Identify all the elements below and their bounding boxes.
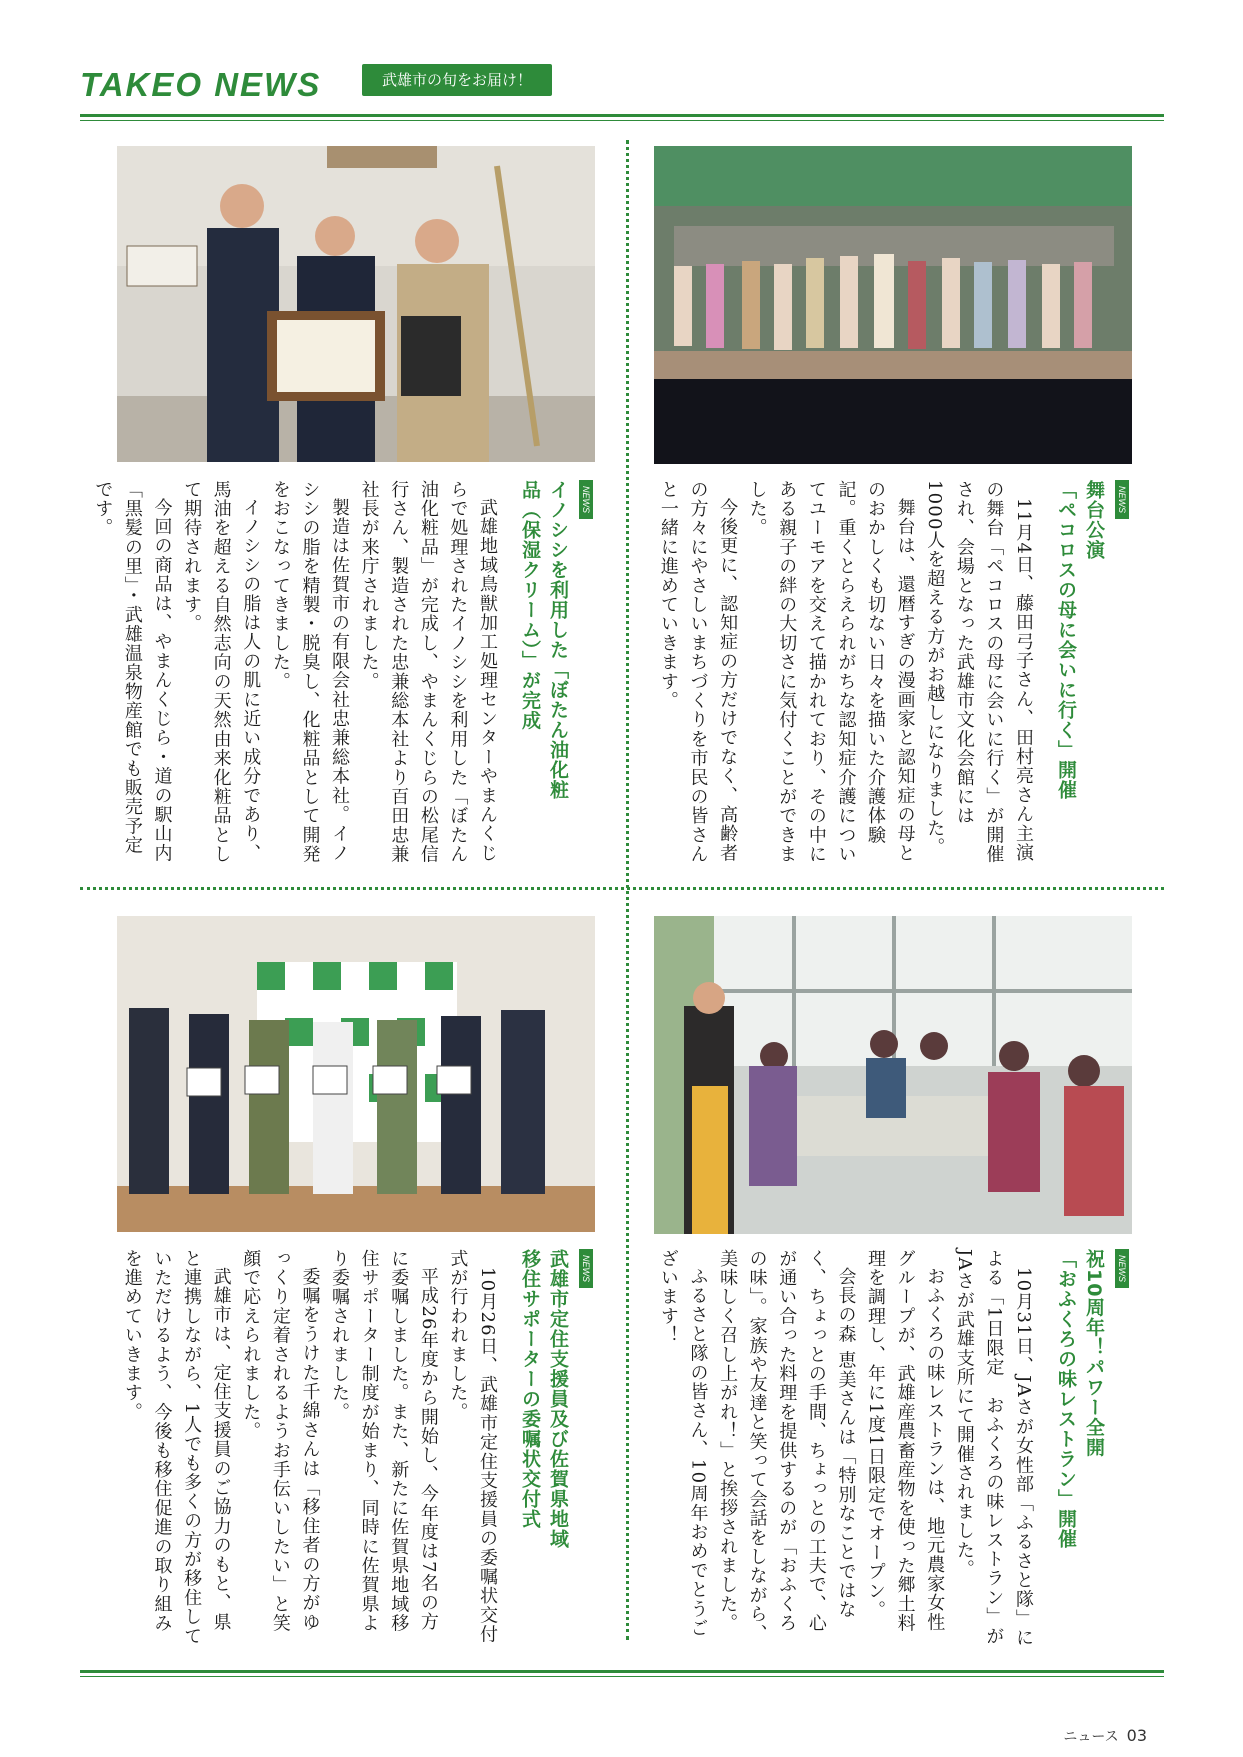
- footer-page: 03: [1126, 1726, 1147, 1745]
- title-line: 移住サポーターの委嘱状交付式: [519, 1249, 541, 1529]
- title-line: 「おふくろの味レストラン」開催: [1055, 1249, 1077, 1549]
- title-line: イノシシを利用した「ぼたん油化粧: [547, 480, 569, 800]
- photo-certificate-ceremony: [117, 916, 595, 1232]
- article-paragraph: 平成26年度から開始し、今年度は7名の方に委嘱しました。また、新たに佐賀県地域移住サポーター制度が始まり、同時に佐賀県より委嘱されました。: [329, 1249, 439, 1633]
- column-divider: [626, 140, 629, 1640]
- title-line: 品（保湿クリーム）」が完成: [519, 480, 541, 731]
- news-tag: NEWS: [1115, 480, 1129, 519]
- article-paragraph: 今後更に、認知症の方だけでなく、高齢者の方々にやさしいまちづくりを市民の皆さんと一緒に進めていきます。: [657, 480, 739, 864]
- footer-rule-thin: [80, 1676, 1164, 1677]
- article-ofukuro-restaurant: [648, 1249, 1136, 1649]
- magazine-logo: TAKEO NEWS: [80, 66, 322, 103]
- article-pecoros: [648, 480, 1136, 866]
- article-botan-oil: [92, 480, 600, 866]
- article-paragraph: ふるさと隊の皆さん、10周年おめでとうございます！: [657, 1249, 709, 1638]
- article-paragraph: 製造は佐賀市の有限会社忠兼総本社。イノシシの脂を精製・脱臭し、化粧品として開発をおこなってきました。: [269, 480, 351, 864]
- article-title: [1052, 1249, 1136, 1649]
- article-paragraph: 10月31日、JAさが女性部「ふるさと隊」による「1日限定 おふくろの味レストラン」がJAさが武雄支所にて開催されました。: [953, 1249, 1034, 1648]
- article-paragraph: イノシシの脂は人の肌に近い成分であり、馬油を超える自然志向の天然由来化粧品として期待されます。: [181, 480, 262, 864]
- article-paragraph: 会長の森 恵美さんは「特別なことではなく、ちょっとの手間、ちょっとの工夫で、心が通い合った料理を提供するのが「おふくろの味」。家族や友達と笑って会話をしながら、美味しく召し上がれ！」と挨拶されました。: [717, 1249, 857, 1644]
- photo-award-presentation: [117, 146, 595, 462]
- article-paragraph: 武雄地域鳥獣加工処理センターやまんくじらで処理されたイノシシを利用した「ぼたん油化粧品」が完成し、やまんくじらの松尾信行さん、製造された忠兼総本社より百田忠兼社長が来庁されました。: [358, 480, 498, 864]
- article-paragraph: 今回の商品は、やまんくじら・道の駅山内「黒髪の里」・武雄温泉物産館でも販売予定です。: [92, 480, 173, 863]
- article-title: [516, 1249, 600, 1649]
- news-tag: NEWS: [579, 1249, 593, 1288]
- footer-rule: [80, 1670, 1164, 1673]
- article-paragraph: 委嘱をうけた千綿さんは「移住者の方がゆっくり定着されるようお手伝いしたい」と笑顔で応えられました。: [240, 1249, 321, 1633]
- article-paragraph: 11月4日、藤田弓子さん、田村亮さん主演の舞台「ペコロスの母に会いに行く」が開催され、会場となった武雄市文化会館には1000人を超える方がお越しになりました。: [924, 480, 1034, 864]
- article-paragraph: 10月26日、武雄市定住支援員の委嘱状交付式が行われました。: [447, 1249, 498, 1645]
- news-tag: NEWS: [579, 480, 593, 519]
- title-line: 祝10周年！パワー全開: [1083, 1249, 1105, 1458]
- article-teiju-support: [112, 1249, 600, 1649]
- article-paragraph: おふくろの味レストランは、地元農家女性グループが、武雄産農畜産物を使った郷土料理を調理し、年に1度1日限定でオープン。: [865, 1249, 946, 1633]
- title-line: 武雄市定住支援員及び佐賀県地域: [547, 1249, 569, 1549]
- article-title: [516, 480, 600, 866]
- row-divider: [80, 887, 1164, 890]
- footer-section: ニュース: [1063, 1729, 1119, 1745]
- article-title: [1052, 480, 1136, 866]
- title-line: 「ペコロスの母に会いに行く」開催: [1055, 480, 1077, 800]
- article-paragraph: 武雄市は、定住支援員のご協力のもと、県と連携しながら、1人でも多くの方が移住していただけるよう、今後も移住促進の取り組みを進めていきます。: [121, 1249, 232, 1646]
- section-tagline: 武雄市の旬をお届け！: [362, 64, 552, 96]
- photo-stage-performance: [654, 146, 1132, 464]
- news-tag: NEWS: [1115, 1249, 1129, 1288]
- title-line: 舞台公演: [1083, 480, 1105, 560]
- header-rule: [80, 114, 1164, 117]
- photo-restaurant-event: [654, 916, 1132, 1234]
- page-number: [1063, 1726, 1147, 1746]
- header-rule-thin: [80, 120, 1164, 121]
- article-paragraph: 舞台は、還暦すぎの漫画家と認知症の母とのおかしくも切ない日々を描いた介護体験記。重くとらえられがちな認知症介護についてユーモアを交えて描かれており、その中にある親子の絆の大切さに気付くことができました。: [746, 480, 916, 864]
